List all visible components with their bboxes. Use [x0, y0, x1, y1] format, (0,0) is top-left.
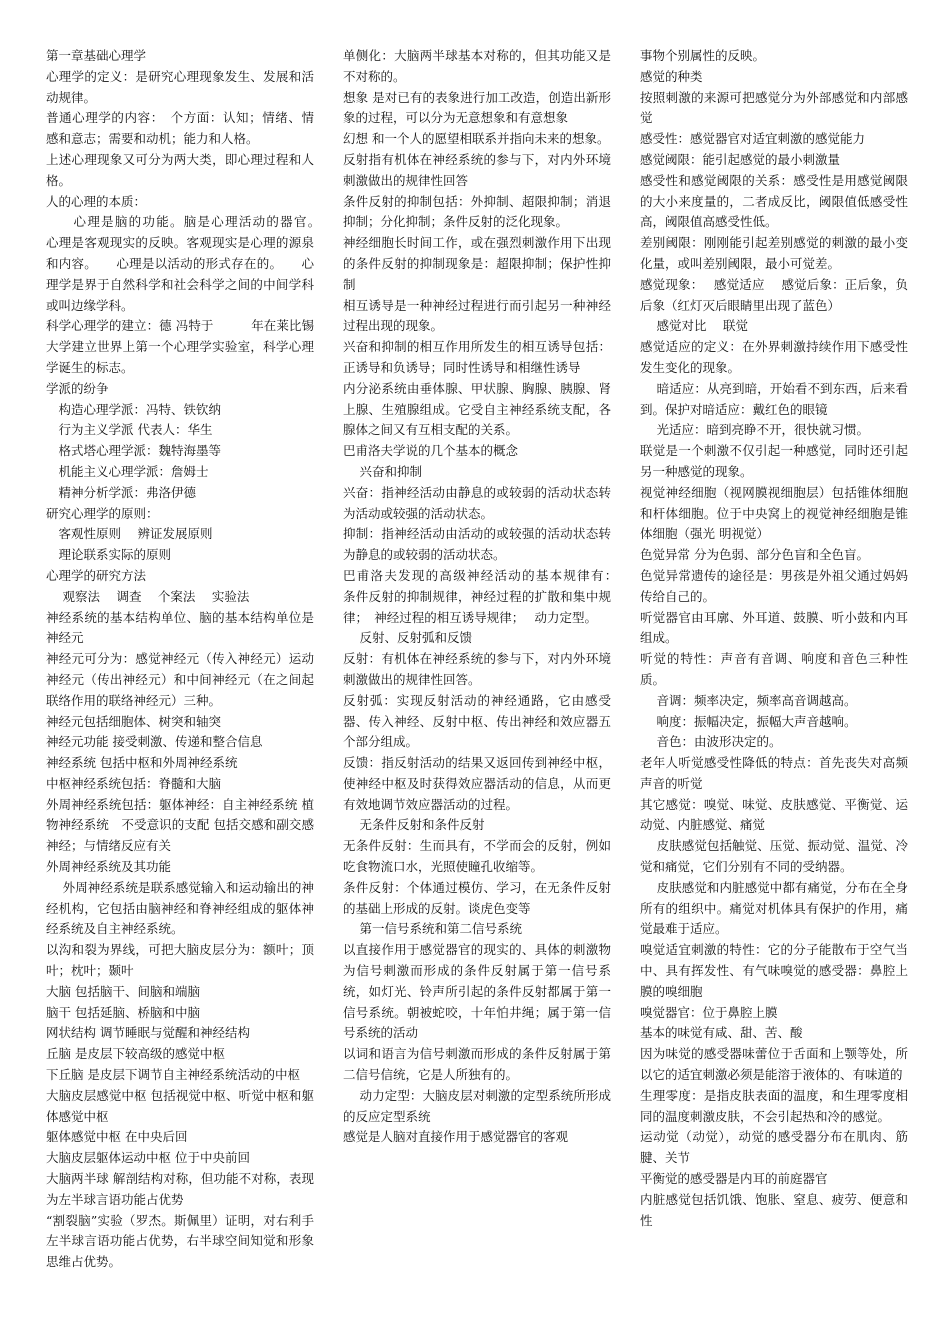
- paragraph: 无条件反射：生而具有，不学而会的反射，例如吃食物流口水，光照使瞳孔收缩等。: [343, 838, 611, 875]
- paragraph: 神经元包括细胞体、树突和轴突: [46, 713, 222, 729]
- paragraph: 科学心理学的建立：德 冯特于 年在莱比锡大学建立世界上第一个心理学实验室，科学心理学诞生的标志。: [46, 318, 314, 375]
- paragraph: 巴甫洛夫发现的高级神经活动的基本规律有： 条件反射的抑制规律，神经过程的扩散和集中规律； 神经过程的相互诱导规律； 动力定型。: [343, 567, 624, 625]
- paragraph: 大脑两半球 解剖结构对称，但功能不对称，表现为左半球言语功能占优势: [46, 1171, 314, 1207]
- paragraph: 想象 是对已有的表象进行加工改造，创造出新形象的过程，可以分为无意想象和有意想象: [343, 89, 611, 126]
- paragraph: 音调：频率决定，频率高音调越高。: [640, 692, 857, 708]
- paragraph: 外周神经系统及其功能: [46, 859, 172, 875]
- text-column-right: [640, 46, 908, 1231]
- paragraph: 感觉的种类: [640, 68, 703, 84]
- paragraph: 心理是脑的功能。脑是心理活动的器官。 心理是客观现实的反映。客观现实是心理的源泉和内容。 心理是以活动的形式存在的。 心理学是界于自然科学和社会科学之间的中间学科或叫边缘学科。: [46, 214, 340, 313]
- paragraph: 神经元功能 接受刺激、传递和整合信息: [46, 734, 263, 750]
- paragraph: 观察法 调查 个案法 实验法: [46, 588, 250, 604]
- paragraph: 响度：振幅决定，振幅大声音越响。: [640, 713, 857, 729]
- paragraph: 人的心理的本质：: [46, 193, 147, 209]
- paragraph: 嗅觉器官：位于鼻腔上膜: [640, 1004, 778, 1020]
- paragraph: 差别阈限：刚刚能引起差别感觉的刺激的最小变化量，或叫差别阈限，最小可觉差。: [640, 235, 908, 271]
- paragraph: 神经系统 包括中枢和外周神经系统: [46, 755, 238, 771]
- paragraph: 学派的纷争: [46, 380, 109, 396]
- paragraph: 运动觉（动觉），动觉的感受器分布在肌肉、筋腱、关节: [640, 1129, 908, 1166]
- paragraph: 色觉异常遗传的途径是：男孩是外祖父通过妈妈传给自己的。: [640, 567, 908, 604]
- paragraph: 兴奋和抑制的相互作用所发生的相互诱导包括：正诱导和负诱导；同时性诱导和相继性诱导: [343, 339, 611, 375]
- paragraph: 相互诱导是一种神经过程进行而引起另一种神经过程出现的现象。: [343, 297, 611, 334]
- text-column-middle: [343, 46, 624, 1148]
- paragraph: 大脑 包括脑干、间脑和端脑: [46, 983, 200, 999]
- paragraph: 反射、反射弧和反馈: [343, 630, 472, 646]
- paragraph: 听觉的特性：声音有音调、响度和音色三种性质。: [640, 651, 908, 687]
- paragraph: 抑制：指神经活动由活动的或较强的活动状态转为静息的或较弱的活动状态。: [343, 526, 611, 563]
- paragraph: 下丘脑 是皮层下调节自主神经系统活动的中枢: [46, 1067, 300, 1083]
- paragraph: 嗅觉适宜刺激的特性：它的分子能散布于空气当中、具有挥发性、有气味嗅觉的感受器：鼻腔上膜的嗅细胞: [640, 942, 908, 999]
- paragraph: 以词和语言为信号刺激而形成的条件反射属于第二信号信统，它是人所独有的。: [343, 1046, 611, 1083]
- paragraph: 平衡觉的感受器是内耳的前庭器官: [640, 1171, 828, 1187]
- paragraph: 幻想 和一个人的愿望相联系并指向未来的想象。: [343, 131, 610, 147]
- paragraph: 听觉器官由耳廓、外耳道、鼓膜、听小鼓和内耳组成。: [640, 609, 908, 646]
- paragraph: 反射：有机体在神经系统的参与下，对内外环境刺激做出的规律性回答。: [343, 651, 611, 687]
- paragraph: 感觉阈限：能引起感觉的最小刺激量: [640, 151, 841, 167]
- paragraph: 色觉异常 分为色弱、部分色盲和全色盲。: [640, 547, 869, 563]
- paragraph: 老年人听觉感受性降低的特点：首先丧失对高频声音的听觉: [640, 755, 908, 791]
- paragraph: 联觉是一个刺激不仅引起一种感觉，同时还引起另一种感觉的现象。: [640, 443, 908, 479]
- paragraph: 感觉对比 联觉: [640, 318, 748, 334]
- paragraph: 视觉神经细胞（视网膜视细胞层）包括锥体细胞和杆体细胞。位于中央窝上的视觉神经细胞是锥体细胞（强光 明视觉）: [640, 484, 908, 542]
- paragraph: 格式塔心理学派：魏特海墨等: [46, 443, 222, 459]
- paragraph: 精神分析学派：弗洛伊德: [46, 484, 197, 500]
- paragraph: 客观性原则 辨证发展原则: [46, 526, 213, 542]
- paragraph: 反馈：指反射活动的结果又返回传到神经中枢，使神经中枢及时获得效应器活动的信息，从而更有效地调节效应器活动的过程。: [343, 755, 611, 812]
- paragraph: 躯体感觉中枢 在中央后回: [46, 1129, 188, 1145]
- paragraph: 条件反射：个体通过模仿、学习，在无条件反射的基础上形成的反射。谈虎色变等: [343, 879, 611, 916]
- paragraph: 因为味觉的感受器味蕾位于舌面和上颚等处，所以它的适宜刺激必须是能溶于液体的、有味道的: [640, 1046, 908, 1083]
- paragraph: 构造心理学派：冯特、铁钦纳: [46, 401, 222, 417]
- paragraph: 条件反射的抑制包括：外抑制、超限抑制；消退抑制；分化抑制；条件反射的泛化现象。: [343, 193, 611, 230]
- paragraph: 脑干 包括延脑、桥脑和中脑: [46, 1004, 200, 1020]
- paragraph: 普通心理学的内容： 个方面：认知；情绪、情感和意志；需要和动机；能力和人格。: [46, 110, 314, 147]
- paragraph: 无条件反射和条件反射: [343, 817, 485, 833]
- paragraph: 以直接作用于感觉器官的现实的、具体的刺激物为信号刺激而形成的条件反射属于第一信号系统，如灯光、铃声所引起的条件反射都属于第一信号系统。朝被蛇咬，十年怕井绳；属于第一信号系统的活动: [343, 942, 611, 1041]
- paragraph: 生理零度：是指皮肤表面的温度，和生理零度相同的温度刺激皮肤，不会引起热和冷的感觉。: [640, 1087, 908, 1124]
- paragraph: 心理学的定义：是研究心理现象发生、发展和活动规律。: [46, 68, 314, 105]
- paragraph: 感受性和感觉阈限的关系：感受性是用感觉阈限的大小来度量的，二者成反比，阈限值低感受性高，阈限值高感受性低。: [640, 172, 908, 230]
- paragraph: 中枢神经系统包括：脊髓和大脑: [46, 775, 222, 791]
- paragraph: 神经细胞长时间工作，或在强烈刺激作用下出现的条件反射的抑制现象是：超限抑制；保护性抑制: [343, 235, 611, 292]
- paragraph: 研究心理学的原则：: [46, 505, 159, 521]
- paragraph: 感受性：感觉器官对适宜刺激的感觉能力: [640, 131, 866, 147]
- paragraph: 反射弧：实现反射活动的神经通路，它由感受器、传入神经、反射中枢、传出神经和效应器五个部分组成。: [343, 692, 611, 750]
- paragraph: 巴甫洛夫学说的几个基本的概念: [343, 443, 519, 459]
- paragraph: 兴奋：指神经活动由静息的或较弱的活动状态转为活动或较强的活动状态。: [343, 484, 611, 521]
- paragraph: 内分泌系统由垂体腺、甲状腺、胸腺、胰腺、肾上腺、生殖腺组成。它受自主神经系统支配，各腺体之间又有互相支配的关系。: [343, 380, 611, 438]
- paragraph: 感觉适应的定义：在外界刺激持续作用下感受性发生变化的现象。: [640, 339, 908, 375]
- paragraph: 网状结构 调节睡眠与觉醒和神经结构: [46, 1025, 250, 1041]
- paragraph: 以沟和裂为界线，可把大脑皮层分为：额叶；顶叶；枕叶；颞叶: [46, 942, 314, 979]
- paragraph: 心理学的研究方法: [46, 567, 147, 583]
- paragraph: 兴奋和抑制: [343, 463, 422, 479]
- paragraph: 反射指有机体在神经系统的参与下，对内外环境刺激做出的规律性回答: [343, 151, 611, 188]
- paragraph: 音色：由波形决定的。: [640, 734, 782, 750]
- paragraph: 机能主义心理学派：詹姆士: [46, 463, 209, 479]
- paragraph: 上述心理现象又可分为两大类，即心理过程和人格。: [46, 151, 314, 188]
- paragraph: 第一信号系统和第二信号系统: [343, 921, 522, 937]
- paragraph: 第一章基础心理学: [46, 48, 147, 63]
- paragraph: 事物个别属性的反映。: [640, 48, 766, 63]
- paragraph: 其它感觉：嗅觉、味觉、皮肤感觉、平衡觉、运动觉、内脏感觉、痛觉: [640, 796, 908, 833]
- paragraph: 行为主义学派 代表人：华生: [46, 422, 213, 438]
- paragraph: 外周神经系统是联系感觉输入和运动输出的神经机构，它包括由脑神经和脊神经组成的躯体神经系统及自主神经系统。: [46, 879, 314, 937]
- paragraph: 外周神经系统包括：躯体神经：自主神经系统 植物神经系统 不受意识的支配 包括交感和副交感神经；与情绪反应有关: [46, 796, 314, 854]
- paragraph: 单侧化：大脑两半球基本对称的，但其功能又是不对称的。: [343, 48, 611, 84]
- paragraph: 内脏感觉包括饥饿、饱胀、窒息、疲劳、便意和性: [640, 1191, 908, 1228]
- paragraph: 理论联系实际的原则: [46, 547, 172, 563]
- text-column-left: [46, 46, 340, 1273]
- paragraph: 大脑皮层感觉中枢 包括视觉中枢、听觉中枢和躯体感觉中枢: [46, 1087, 314, 1124]
- paragraph: “割裂脑”实验（罗杰。斯佩里）证明，对右利手 左半球言语功能占优势，右半球空间知觉和形象思维占优势。: [46, 1212, 314, 1270]
- paragraph: 动力定型：大脑皮层对刺激的定型系统所形成的反应定型系统: [343, 1087, 611, 1124]
- paragraph: 感觉现象： 感觉适应 感觉后象：正后象，负后象（红灯灭后眼睛里出现了蓝色）: [640, 276, 908, 313]
- paragraph: 神经元可分为：感觉神经元（传入神经元）运动神经元（传出神经元）和中间神经元（在之间起联络作用的联络神经元）三种。: [46, 651, 314, 708]
- paragraph: 神经系统的基本结构单位、脑的基本结构单位是神经元: [46, 609, 314, 646]
- paragraph: 按照刺激的来源可把感觉分为外部感觉和内部感觉: [640, 89, 908, 126]
- paragraph: 暗适应：从亮到暗，开始看不到东西，后来看到。保护对暗适应：戴红色的眼镜: [640, 380, 908, 417]
- paragraph: 大脑皮层躯体运动中枢 位于中央前回: [46, 1150, 250, 1166]
- paragraph: 丘脑 是皮层下较高级的感觉中枢: [46, 1046, 225, 1062]
- paragraph: 感觉是人脑对直接作用于感觉器官的客观: [343, 1129, 569, 1145]
- paragraph: 光适应：暗到亮睁不开，很快就习惯。: [640, 422, 869, 438]
- paragraph: 基本的味觉有咸、甜、苦、酸: [640, 1025, 803, 1041]
- paragraph: 皮肤感觉包括触觉、压觉、振动觉、温觉、冷觉和痛觉，它们分别有不同的受纳器。: [640, 838, 908, 875]
- paragraph: 皮肤感觉和内脏感觉中都有痛觉，分布在全身所有的组织中。痛觉对机体具有保护的作用，痛觉最难于适应。: [640, 879, 908, 937]
